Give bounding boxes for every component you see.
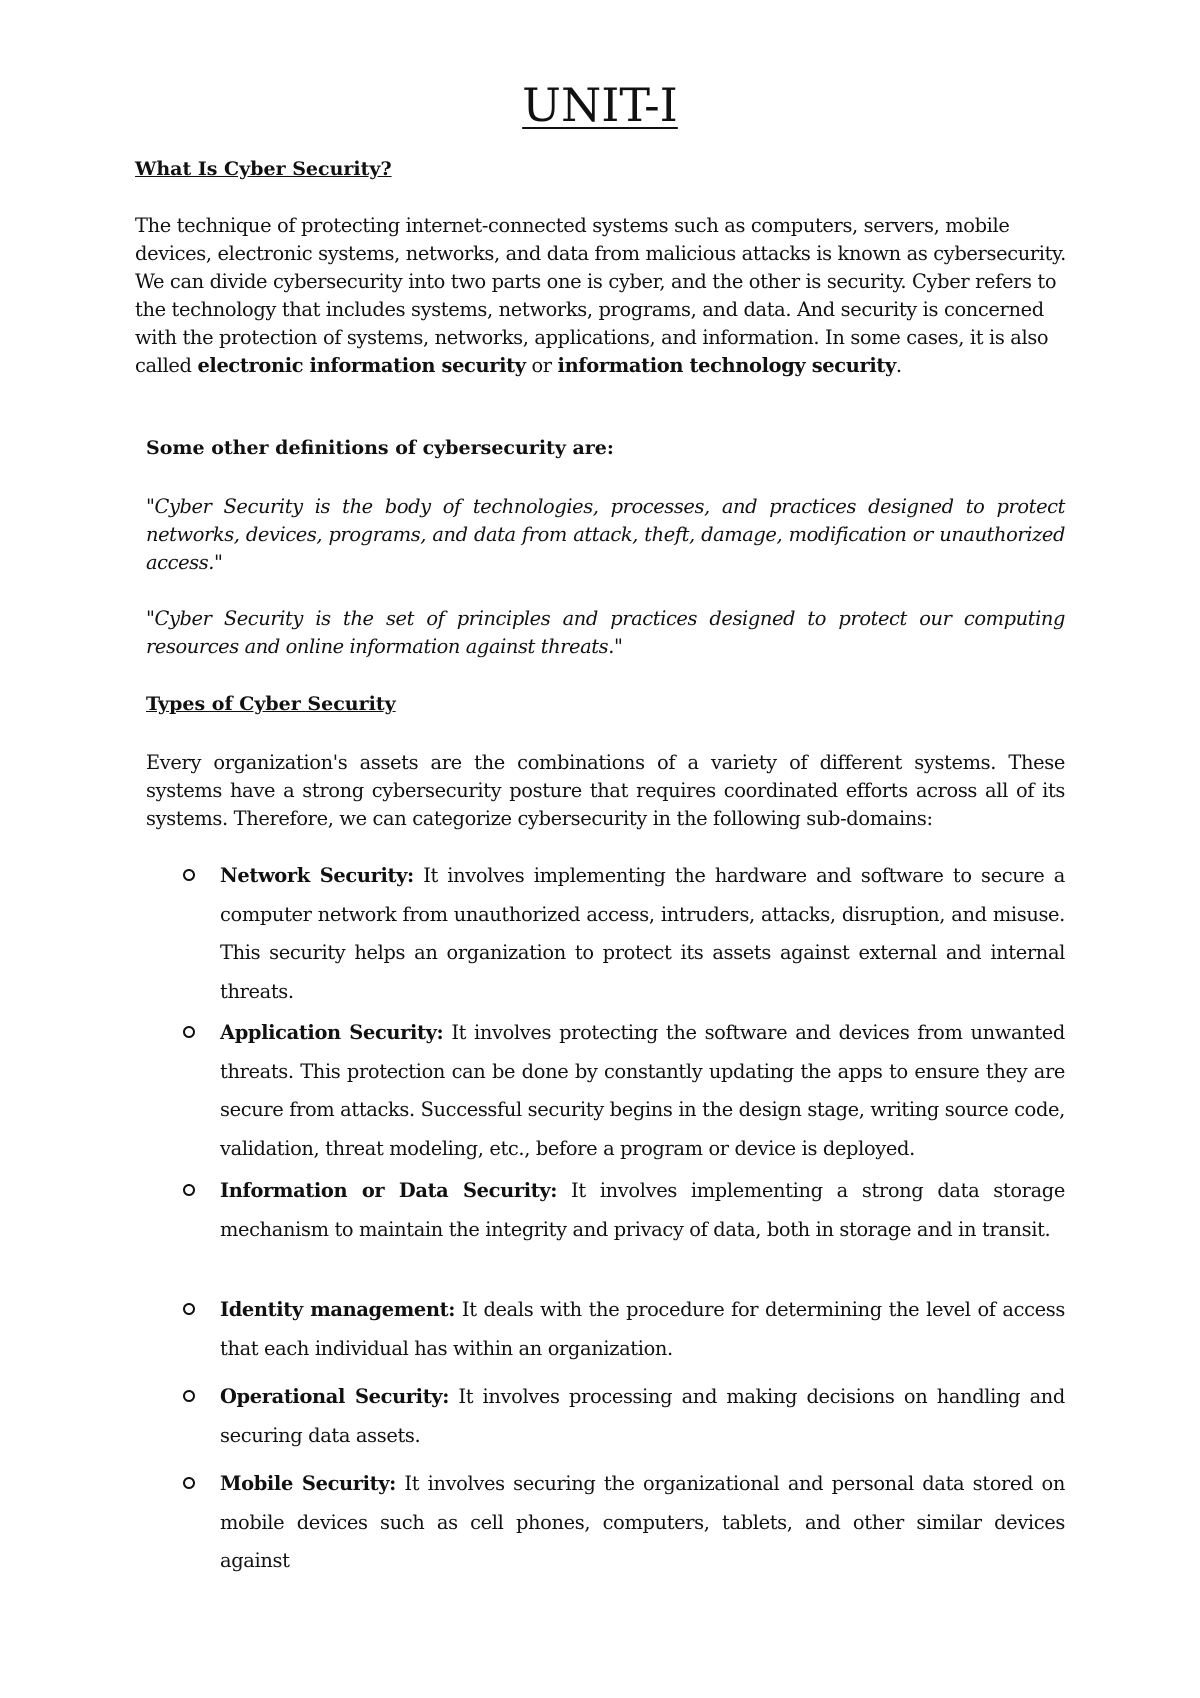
list-item-text [220,1291,1065,1368]
list-item-description: It involves implementing the hardware and software to secure a computer network from unauthorized access, intruders, attacks, disruption, and misuse. This security helps an organization to protect its assets against external and internal threats. [220,864,1065,1003]
intro-paragraph [135,212,1075,380]
types-intro-paragraph: Every organization's assets are the combinations of a variety of different systems. These systems have a strong cybersecurity posture that requires coordinated efforts across all of its systems. Therefore, we can categorize cybersecurity in the following sub-domains: [146,751,1065,830]
list-item-label: Identity management: [220,1298,456,1321]
list-item-label: Mobile Security: [220,1472,396,1495]
list-item-text [220,1378,1065,1455]
hollow-circle-bullet-icon [183,1390,195,1402]
list-item-description: It involves securing the organizational and personal data stored on mobile devices such as cell phones, computers, tablets, and other similar devices against [220,1472,1066,1572]
types-heading: Types of Cyber Security [146,693,396,715]
list-item-text [220,1172,1065,1249]
intro-bold-term-2: information technology security [557,354,896,377]
definitions-heading: Some other definitions of cybersecurity are: [146,437,614,459]
intro-text: The technique of protecting internet-connected systems such as computers, servers, mobile devices, electronic systems, networks, and data from malicious attacks is known as cybersecurity. We can divide cybersecurity into two parts one is cyber, and the other is security. Cyber refers to the technology that includes systems, networks, programs, and data. And security is concerned with the protection of systems, networks, applications, and information. In some cases, it is also called [135,214,1066,377]
list-item-text [220,1014,1065,1168]
list-item-label: Network Security: [220,864,414,887]
hollow-circle-bullet-icon [183,1026,195,1038]
hollow-circle-bullet-icon [183,869,195,881]
list-item-text [220,1465,1065,1581]
list-item-description: It involves protecting the software and devices from unwanted threats. This protection can be done by constantly updating the apps to ensure they are secure from attacks. Successful security begins in the design stage, writing source code, validation, threat modeling, etc., before a program or device is deployed. [220,1021,1065,1160]
definition-quote: "Cyber Security is the body of technologies, processes, and practices designed to protect networks, devices, programs, and data from attack, theft, damage, modification or unauthorized access." [146,495,1065,574]
list-item-label: Application Security: [220,1021,444,1044]
page-title: UNIT-I [522,78,678,132]
hollow-circle-bullet-icon [183,1477,195,1489]
list-item-description: It involves processing and making decisions on handling and securing data assets. [220,1385,1065,1447]
list-item-description: It deals with the procedure for determining the level of access that each individual has within an organization. [220,1298,1065,1360]
hollow-circle-bullet-icon [183,1303,195,1315]
definition-quote: "Cyber Security is the set of principles and practices designed to protect our computing resources and online information against threats." [146,607,1065,658]
intro-end: . [895,354,902,377]
section-heading: What Is Cyber Security? [135,158,392,180]
intro-or: or [525,354,558,377]
intro-bold-term-1: electronic information security [197,354,526,377]
list-item-description: It involves implementing a strong data storage mechanism to maintain the integrity and privacy of data, both in storage and in transit. [220,1179,1065,1241]
list-item-label: Information or Data Security: [220,1179,558,1202]
list-item-label: Operational Security: [220,1385,450,1408]
list-item-text [220,857,1065,1011]
hollow-circle-bullet-icon [183,1184,195,1196]
